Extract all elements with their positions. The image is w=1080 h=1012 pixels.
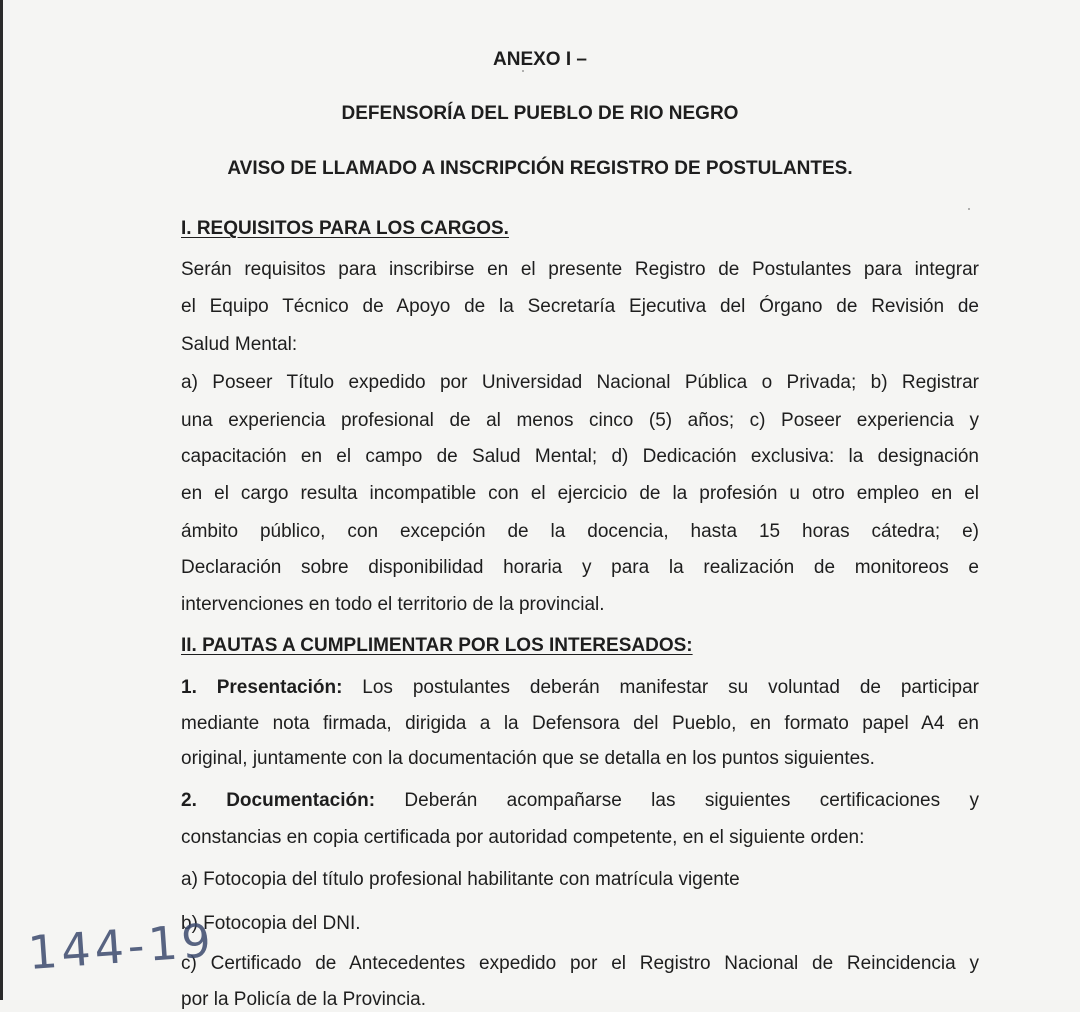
documentation-label: 2. Documentación: xyxy=(181,790,376,811)
requirements-line: una experiencia profesional de al menos cinco (5) años; c) Poseer experiencia y xyxy=(181,410,979,431)
section-2-heading: II. PAUTAS A CUMPLIMENTAR POR LOS INTERESADOS: xyxy=(181,635,693,656)
documentation-item: por la Policía de la Provincia. xyxy=(181,989,427,1010)
requirements-line: capacitación en el campo de Salud Mental; d) Dedicación exclusiva: la designación xyxy=(181,446,979,467)
annex-title: ANEXO I – xyxy=(493,49,587,70)
section-1-heading: I. REQUISITOS PARA LOS CARGOS. xyxy=(181,218,509,239)
section-1-intro-line: Salud Mental: xyxy=(181,334,298,355)
presentation-label: 1. Presentación: xyxy=(181,677,343,698)
institution-title: DEFENSORÍA DEL PUEBLO DE RIO NEGRO xyxy=(341,103,739,124)
page-edge-rule xyxy=(0,0,3,1000)
documentation-item: a) Fotocopia del título profesional habilitante con matrícula vigente xyxy=(181,869,740,890)
presentation-text: Los postulantes deberán manifestar su voluntad de participar xyxy=(342,677,980,698)
documentation-item: b) Fotocopia del DNI. xyxy=(181,913,361,934)
documentation-line xyxy=(181,789,979,813)
requirements-line: Declaración sobre disponibilidad horaria y para la realización de monitoreos e xyxy=(181,557,979,578)
documentation-item: c) Certificado de Antecedentes expedido por el Registro Nacional de Reincidencia y xyxy=(181,953,979,974)
requirements-line: en el cargo resulta incompatible con el ejercicio de la profesión u otro empleo en el xyxy=(181,483,979,504)
presentation-line xyxy=(181,676,979,700)
documentation-line: constancias en copia certificada por autoridad competente, en el siguiente orden: xyxy=(181,827,865,848)
documentation-text: Deberán acompañarse las siguientes certificaciones y xyxy=(375,790,979,811)
section-1-intro-line: Serán requisitos para inscribirse en el presente Registro de Postulantes para integrar xyxy=(181,259,979,280)
notice-title: AVISO DE LLAMADO A INSCRIPCIÓN REGISTRO DE POSTULANTES. xyxy=(227,158,853,179)
section-1-intro-line: el Equipo Técnico de Apoyo de la Secretaría Ejecutiva del Órgano de Revisión de xyxy=(181,296,979,317)
scan-speck xyxy=(968,208,970,210)
presentation-line: original, juntamente con la documentación que se detalla en los puntos siguientes. xyxy=(181,748,875,769)
requirements-line: a) Poseer Título expedido por Universidad Nacional Pública o Privada; b) Registrar xyxy=(181,372,979,393)
requirements-line: intervenciones en todo el territorio de la provincial. xyxy=(181,594,605,615)
requirements-line: ámbito público, con excepción de la docencia, hasta 15 horas cátedra; e) xyxy=(181,521,979,542)
presentation-line: mediante nota firmada, dirigida a la Defensora del Pueblo, en formato papel A4 en xyxy=(181,713,979,734)
handwritten-folio-number: 144-19 xyxy=(26,913,217,980)
